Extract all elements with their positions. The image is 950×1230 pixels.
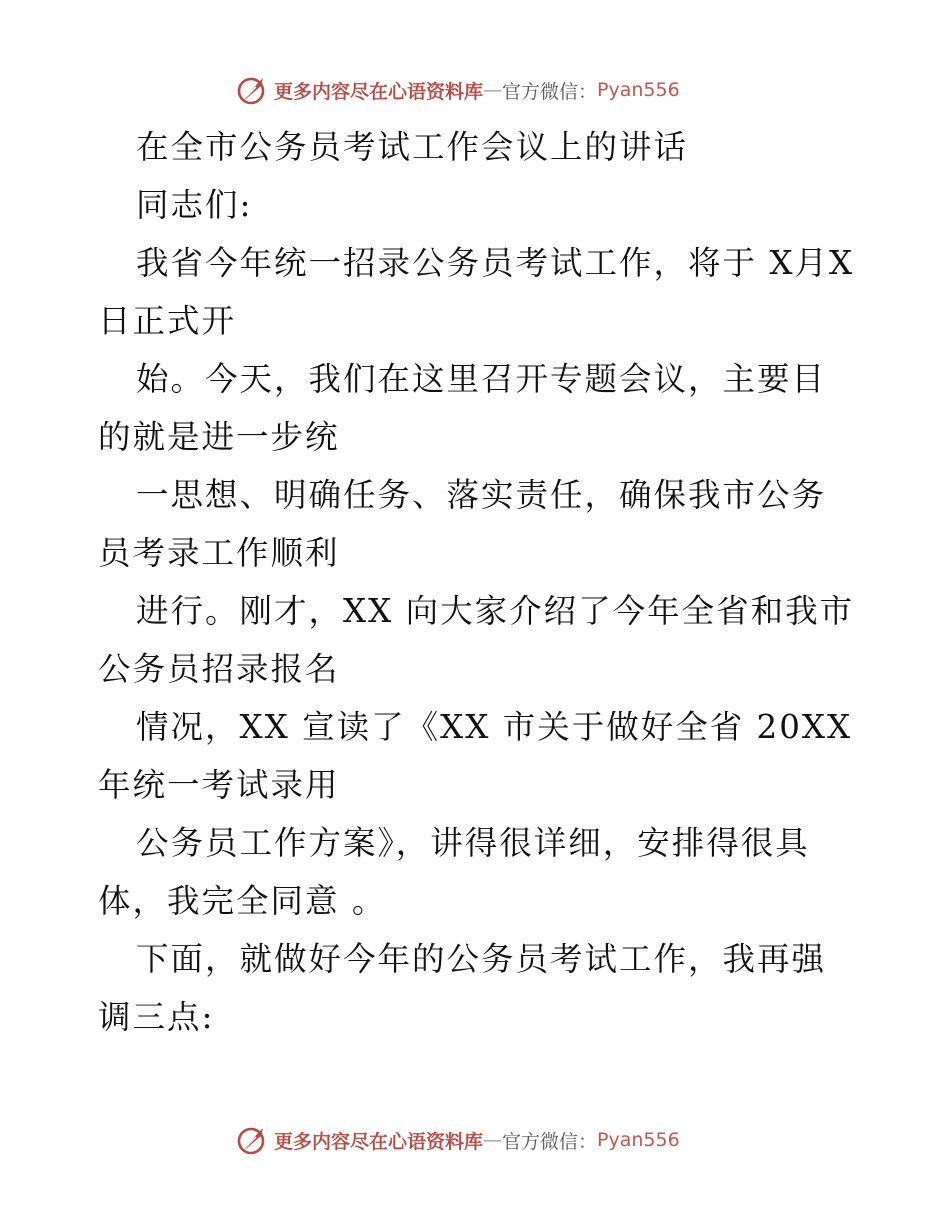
paragraph: 一思想、明确任务、落实责任，确保我市公务员考录工作顺利 [98, 476, 827, 572]
watermark-title: 更多内容尽在心语资料库 [274, 1130, 484, 1153]
paragraph: 情况，XX 宣读了《XX 市关于做好全省 20XX 年统一考试录用 [98, 708, 853, 804]
watermark-contact-label: 官方微信： [502, 1130, 598, 1153]
document-title: 在全市公务员考试工作会议上的讲话 [136, 128, 689, 166]
document-body [98, 118, 858, 1046]
quill-pen-icon [236, 74, 268, 106]
watermark-dash: — [483, 1129, 503, 1151]
paragraph: 我省今年统一招录公务员考试工作，将于 X月X日正式开 [98, 244, 855, 340]
paragraph: 公务员工作方案》，讲得很详细，安排得很具体，我完全同意 。 [98, 824, 810, 920]
watermark-contact-label: 官方微信： [502, 80, 598, 103]
salutation: 同志们: [136, 186, 253, 224]
watermark-contact-id: Pyan556 [597, 1129, 680, 1151]
header-watermark [236, 74, 680, 106]
paragraph: 进行。刚才，XX 向大家介绍了今年全省和我市公务员招录报名 [98, 592, 855, 688]
watermark-dash: — [483, 79, 503, 101]
paragraph: 下面，就做好今年的公务员考试工作，我再强调三点: [98, 940, 827, 1036]
quill-pen-icon [236, 1124, 268, 1156]
watermark-contact-id: Pyan556 [597, 79, 680, 101]
footer-watermark [236, 1124, 680, 1156]
paragraph: 始。今天，我们在这里召开专题会议，主要目的就是进一步统 [98, 360, 827, 456]
watermark-title: 更多内容尽在心语资料库 [274, 80, 484, 103]
